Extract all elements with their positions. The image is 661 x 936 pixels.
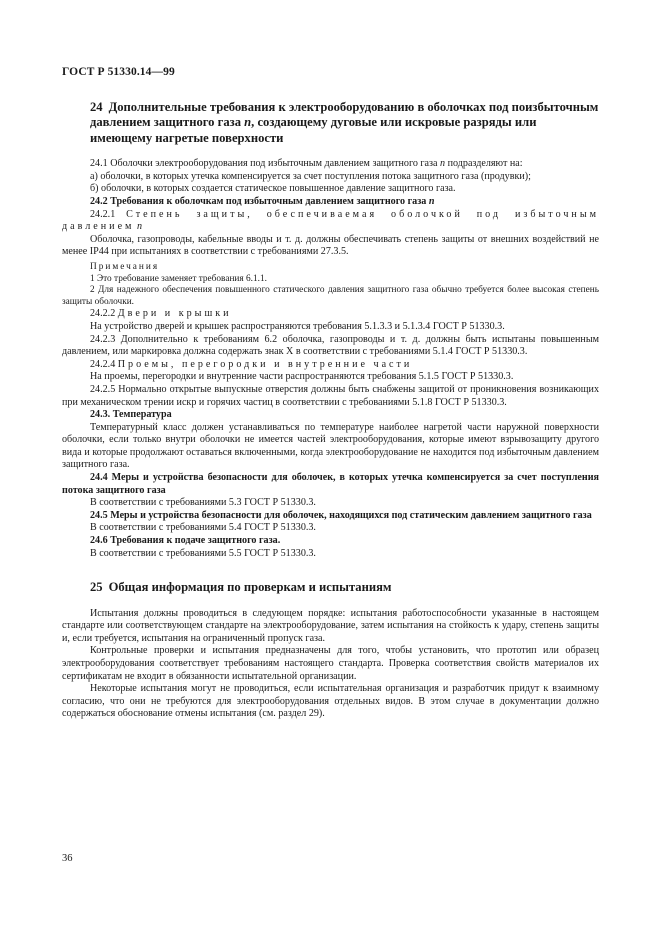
page-number: 36 — [62, 853, 73, 864]
heading-24-2-1 — [62, 209, 599, 234]
note-1: 1 Это требование заменяет требования 6.1.1. — [90, 273, 267, 284]
para-24-5: В соответствии с требованиями 5.4 ГОСТ Р 51330.3. — [90, 522, 316, 534]
document-header: ГОСТ Р 51330.14—99 — [62, 66, 175, 78]
heading-24-2-2-number: 24.2.2 — [90, 308, 116, 320]
para-24-6: В соответствии с требованиями 5.5 ГОСТ Р 51330.3. — [90, 547, 316, 559]
section-24-number: 24 — [90, 100, 103, 114]
section-25-title-text: Общая информация по проверкам и испытаниям — [108, 580, 392, 595]
heading-24-2-4 — [62, 359, 599, 372]
heading-24-2-2-title: Двери и крышки — [117, 308, 232, 320]
heading-24-2-2 — [62, 308, 599, 321]
heading-24-6: 24.6 Требования к подаче защитного газа. — [90, 535, 281, 547]
section-24-title-text: Дополнительные требования к электрооборудованию в оболочках под поизбыточным давлением защитного газа — [90, 100, 599, 130]
para-24-2-4: На проемы, перегородки и внутренние части распространяются требования 5.1.5 ГОСТ Р 51330.3. — [90, 371, 514, 383]
para-24-1-end: подразделяют на: — [445, 158, 523, 170]
para-24-1-b: б) оболочки, в которых создается статическое повышенное давление защитного газа. — [90, 183, 456, 195]
section-24-title-end: , создающему дуговые или искровые разряды или имеющему нагретые поверхности — [90, 115, 537, 145]
para-25-1: Испытания должны проводиться в следующем порядке: испытания работоспособности указанные в настоящем стандарте или соответствующем стандарте на электрооборудование, затем испытания на стойкость к удару, степень защиты и, если требуется, испытания на ограниченный пропуск газа. — [62, 607, 599, 644]
para-24-2-1: Оболочка, газопроводы, кабельные вводы и т. д. должны обеспечивать степень защиты от внешних воздействий не менее IP44 при испытаниях в соответствии с требованиями 27.3.5. — [62, 233, 599, 258]
section-24-title — [62, 100, 599, 146]
section-25-number: 25 — [90, 580, 103, 595]
note-2: 2 Для надежного обеспечения повышенного статического давления защитного газа обычно требуется более высокая степень защиты оболочки. — [62, 285, 599, 307]
heading-24-2 — [62, 196, 599, 209]
heading-24-2-n: n — [428, 196, 435, 207]
heading-24-2-1-n: n — [136, 221, 143, 233]
heading-24-2-1-title: Степень защиты, обеспечиваемая оболочкой под избыточным давлением — [62, 208, 599, 233]
notes-title: Примечания — [90, 261, 160, 272]
heading-24-2-1-number: 24.2.1 — [90, 208, 116, 220]
para-25-3: Некоторые испытания могут не проводиться, если испытательная организация и разработчик придут к взаимному согласию, что они не требуются для электрооборудования отдельных видов. В этом случае в документации должно содержаться обоснование отмены испытания (см. раздел 29). — [62, 683, 599, 720]
heading-24-4: 24.4 Меры и устройства безопасности для оболочек, в которых утечка компенсируется за счет поступления потока защитного газа — [62, 472, 599, 496]
heading-24-2-4-number: 24.2.4 — [90, 358, 116, 370]
para-25-2: Контрольные проверки и испытания предназначены для того, чтобы установить, что прототип или образец электрооборудования соответствует требованиям настоящего стандарта. Проверка соответствия свойств материалов их сертификатам не входит в обязанности испытательной организации. — [62, 645, 599, 682]
para-24-1-text: 24.1 Оболочки электрооборудования под избыточным давлением защитного газа — [90, 158, 438, 170]
para-24-4: В соответствии с требованиями 5.3 ГОСТ Р 51330.3. — [90, 497, 316, 509]
heading-24-2-4-title: Проемы, перегородки и внутренние части — [117, 358, 413, 370]
para-24-1-a: а) оболочки, в которых утечка компенсируется за счет поступления потока защитного газа (продувки); — [90, 170, 531, 182]
heading-24-5: 24.5 Меры и устройства безопасности для оболочек, находящихся под статическим давлением защитного газа — [90, 509, 592, 521]
para-24-3: Температурный класс должен устанавливаться по температуре наиболее нагретой части наружной поверхности оболочки, если только внутри оболочки не имеется частей электрооборудования, которые имеют взрывозащиту другого вида и которые продолжают оставаться включенными, когда электрооборудование не находится под избыточным давлением защитного газа. — [62, 421, 599, 471]
para-24-1 — [62, 158, 599, 171]
section-25-title — [62, 580, 599, 595]
para-24-2-5: 24.2.5 Нормально открытые выпускные отверстия должны быть снабжены защитой от проникновения возникающих при механическом трении искр и горячих частиц в соответствии с требованиями 5.1.8 ГОСТ Р 51330.3. — [62, 383, 599, 408]
section-24-title-n: n — [244, 115, 252, 130]
page-content — [62, 100, 599, 721]
para-24-1-n: n — [440, 158, 446, 170]
para-24-2-3: 24.2.3 Дополнительно к требованиям 6.2 оболочка, газопроводы и т. д. должны быть испытаны повышенным давлением, или маркировка должна содержать знак X в соответствии с требованиями 5.1.4 ГОСТ Р 51330.3. — [62, 333, 599, 358]
heading-24-3: 24.3. Температура — [90, 409, 172, 421]
heading-24-2-text: 24.2 Требования к оболочкам под избыточным давлением защитного газа — [90, 196, 427, 207]
para-24-2-2: На устройство дверей и крышек распространяются требования 5.1.3.3 и 5.1.3.4 ГОСТ Р 51330.3. — [90, 320, 505, 332]
